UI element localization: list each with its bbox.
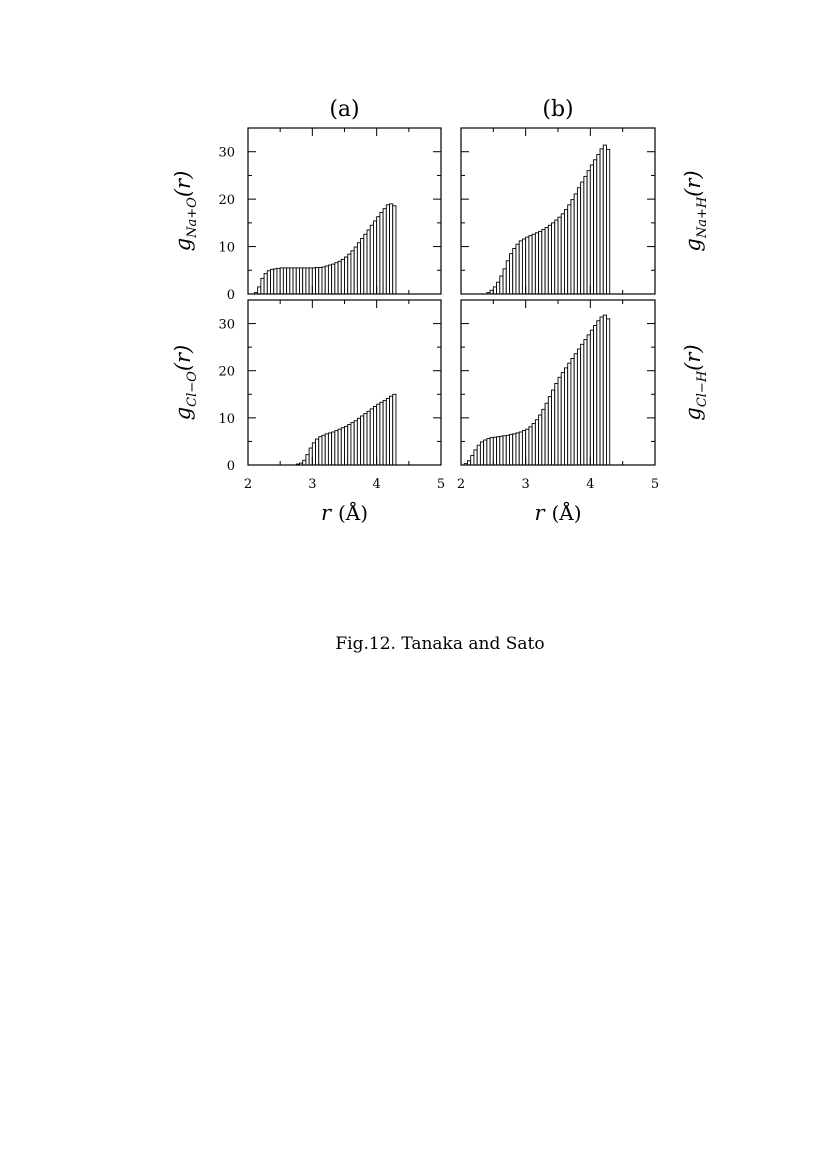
- histogram-bar: [393, 206, 396, 294]
- histogram-bar: [581, 344, 584, 465]
- y-axis-label-arg: (r): [681, 344, 705, 371]
- histogram-bar: [584, 176, 587, 294]
- histogram-bar: [577, 188, 580, 294]
- x-axis-label: [321, 500, 368, 525]
- histogram-bar: [574, 194, 577, 294]
- histogram-bar: [386, 399, 389, 465]
- histogram-bar: [319, 437, 322, 465]
- histogram-bar: [338, 429, 341, 465]
- y-tick-label: 20: [218, 364, 235, 380]
- histogram-bar: [316, 439, 319, 465]
- histogram-bar: [542, 230, 545, 295]
- histogram-bar: [535, 233, 538, 294]
- histogram-bar: [383, 400, 386, 465]
- histogram-bar: [532, 234, 535, 294]
- histogram-bar: [555, 220, 558, 294]
- histogram-bar: [545, 403, 548, 465]
- x-tick-label: 4: [586, 477, 595, 492]
- histogram-bar: [271, 269, 274, 294]
- histogram-bar: [503, 269, 506, 294]
- x-axis-label-var: r: [534, 501, 545, 525]
- histogram-bar: [322, 435, 325, 465]
- histogram-bar: [532, 424, 535, 465]
- y-tick-label: 20: [218, 193, 235, 209]
- histogram-bar: [370, 409, 373, 465]
- histogram-bar: [390, 204, 393, 294]
- histogram-bar: [351, 423, 354, 465]
- histogram-bar: [590, 330, 593, 465]
- histogram-bar: [325, 434, 328, 465]
- histogram-bar: [261, 278, 264, 294]
- y-tick-label: 0: [226, 459, 235, 474]
- histogram-bar: [467, 461, 470, 465]
- y-tick-label: 10: [218, 411, 235, 427]
- histogram-bar: [487, 439, 490, 465]
- histogram-bar: [510, 254, 513, 294]
- histogram-bar: [571, 358, 574, 465]
- histogram-bar: [361, 239, 364, 294]
- histogram-bar: [510, 434, 513, 465]
- histogram-bar: [370, 225, 373, 294]
- histogram-bar: [357, 418, 360, 465]
- histogram-bar: [332, 264, 335, 294]
- histogram-bar: [564, 368, 567, 465]
- histogram-bar: [325, 266, 328, 294]
- x-tick-label: 2: [243, 477, 253, 492]
- histogram-bar: [490, 438, 493, 465]
- histogram-bar: [545, 228, 548, 294]
- histogram-bar: [306, 268, 309, 294]
- histogram-bar: [500, 436, 503, 465]
- histogram-bar: [516, 244, 519, 294]
- histogram-bar: [264, 274, 267, 294]
- histogram-bar: [377, 217, 380, 294]
- histogram-bar: [393, 394, 396, 465]
- histogram-bar: [564, 210, 567, 294]
- histogram-bar: [319, 267, 322, 294]
- histogram-bar: [299, 268, 302, 294]
- y-axis-label-main: g: [681, 238, 705, 252]
- panel-3: [171, 300, 445, 525]
- y-axis-label: [171, 345, 200, 421]
- figure-caption: Fig.12. Tanaka and Sato: [335, 634, 545, 654]
- panel-label: (a): [329, 97, 360, 122]
- histogram-bar: [332, 432, 335, 465]
- histogram-bar: [322, 267, 325, 294]
- histogram-bar: [364, 414, 367, 465]
- x-tick-label: 3: [308, 477, 317, 492]
- histogram-bar: [335, 263, 338, 294]
- histogram-bar: [600, 317, 603, 465]
- y-axis-label-sub: Cl−H: [695, 370, 710, 408]
- histogram-bar: [519, 432, 522, 465]
- x-axis-label-var: r: [320, 501, 331, 525]
- histogram-bar: [535, 420, 538, 465]
- histogram-bar: [594, 325, 597, 465]
- x-tick-label: 2: [456, 477, 466, 492]
- y-axis-label-sub: Na+O: [185, 197, 200, 238]
- histogram-bar: [522, 239, 525, 294]
- histogram-bar: [581, 182, 584, 294]
- histogram-bar: [474, 450, 477, 465]
- histogram-bar: [335, 431, 338, 465]
- y-tick-label: 0: [226, 288, 235, 303]
- histogram-bar: [306, 455, 309, 465]
- histogram-bar: [506, 261, 509, 294]
- histogram-bar: [484, 440, 487, 465]
- histogram-bar: [597, 321, 600, 465]
- histogram-bar: [587, 171, 590, 294]
- histogram-bar: [383, 209, 386, 294]
- histogram-bar: [519, 241, 522, 294]
- y-axis-label: [171, 171, 200, 252]
- histogram-bar: [380, 402, 383, 465]
- histogram-bar: [577, 349, 580, 465]
- x-tick-label: 4: [372, 477, 381, 492]
- histogram-bar: [539, 231, 542, 294]
- histogram-bar: [303, 268, 306, 294]
- histogram-bar: [290, 268, 293, 294]
- histogram-bar: [367, 411, 370, 465]
- histogram-bar: [503, 436, 506, 465]
- histogram-bar: [584, 340, 587, 465]
- panel-label: (b): [542, 97, 574, 122]
- y-axis-label-sub: Cl−O: [185, 371, 200, 407]
- histogram-bar: [561, 214, 564, 294]
- histogram-bar: [354, 247, 357, 294]
- histogram-bar: [497, 437, 500, 465]
- histogram-bar: [283, 268, 286, 294]
- y-tick-label: 30: [218, 145, 235, 161]
- histogram-bar: [357, 243, 360, 294]
- histogram-bar: [607, 149, 610, 294]
- histogram-bar: [526, 237, 529, 294]
- histogram-bar: [328, 433, 331, 465]
- histogram-bar: [316, 267, 319, 294]
- histogram-bar: [597, 155, 600, 294]
- histogram-bar: [558, 377, 561, 465]
- histogram-bar: [607, 319, 610, 465]
- histogram-bar: [287, 268, 290, 294]
- histogram-bar: [341, 259, 344, 294]
- y-tick-label: 30: [218, 317, 235, 333]
- y-axis-label-arg: (r): [171, 170, 195, 198]
- histogram-bar: [552, 390, 555, 465]
- panel-1: [171, 97, 441, 303]
- histogram-bar: [500, 276, 503, 294]
- histogram-bar: [341, 428, 344, 465]
- histogram-bar: [497, 282, 500, 294]
- histogram-bar: [552, 223, 555, 294]
- histogram-bar: [548, 397, 551, 465]
- histogram-bar: [377, 404, 380, 465]
- x-tick-label: 5: [650, 477, 660, 492]
- histogram-bar: [587, 335, 590, 465]
- histogram-bar: [267, 271, 270, 294]
- histogram-bar: [338, 261, 341, 294]
- histogram-bar: [373, 221, 376, 294]
- histogram-bar: [516, 433, 519, 465]
- histogram-bar: [555, 383, 558, 465]
- histogram-bar: [561, 373, 564, 465]
- histogram-bar: [574, 354, 577, 465]
- histogram-bar: [513, 248, 516, 294]
- histogram-bar: [351, 251, 354, 294]
- histogram-bar: [571, 200, 574, 294]
- histogram-bar: [539, 415, 542, 465]
- histogram-bar: [506, 435, 509, 465]
- histogram-bar: [493, 437, 496, 465]
- y-axis-label: [681, 170, 710, 251]
- x-axis-label-unit: (Å): [337, 501, 369, 525]
- histogram-bar: [345, 426, 348, 465]
- y-axis-label-main: g: [681, 407, 705, 421]
- histogram-bar: [328, 265, 331, 294]
- histogram-bar: [529, 427, 532, 465]
- histogram-bar: [373, 407, 376, 465]
- histogram-bar: [603, 315, 606, 465]
- histogram-bar: [361, 416, 364, 465]
- histogram-bar: [568, 363, 571, 465]
- histogram-bar: [471, 456, 474, 465]
- y-axis-label-main: g: [171, 406, 195, 421]
- histogram-bar: [293, 268, 296, 294]
- x-axis-label-unit: (Å): [551, 501, 582, 525]
- histogram-bar: [303, 460, 306, 465]
- y-axis-label: [681, 344, 710, 420]
- histogram-bar: [548, 225, 551, 294]
- histogram-bar: [529, 236, 532, 294]
- histogram-bar: [600, 149, 603, 294]
- x-axis-label: [534, 500, 581, 525]
- panel-2: [461, 97, 710, 294]
- y-axis-label-arg: (r): [171, 344, 195, 372]
- histogram-bar: [542, 409, 545, 465]
- histogram-bar: [603, 145, 606, 294]
- histogram-bar: [390, 396, 393, 465]
- histogram-bar: [354, 421, 357, 465]
- histogram-bar: [386, 205, 389, 294]
- histogram-bar: [258, 287, 261, 294]
- histogram-bar: [513, 434, 516, 465]
- histogram-bar: [568, 205, 571, 294]
- y-axis-label-arg: (r): [681, 170, 705, 197]
- x-tick-label: 5: [436, 477, 446, 492]
- y-axis-label-main: g: [171, 237, 195, 252]
- histogram-bar: [345, 257, 348, 294]
- histogram-bar: [296, 268, 299, 294]
- histogram-bar: [364, 234, 367, 294]
- y-axis-label-sub: Na+H: [695, 196, 710, 239]
- histogram-bar: [480, 442, 483, 465]
- histogram-bar: [348, 424, 351, 465]
- x-tick-label: 3: [521, 477, 530, 492]
- histogram-bar: [594, 160, 597, 294]
- histogram-bar: [590, 165, 593, 294]
- y-tick-label: 10: [218, 240, 235, 256]
- panel-4: [457, 300, 710, 525]
- histogram-bar: [367, 230, 370, 294]
- histogram-bar: [380, 212, 383, 294]
- histogram-bar: [558, 217, 561, 294]
- histogram-bar: [477, 445, 480, 465]
- histogram-bar: [274, 269, 277, 294]
- histogram-bar: [348, 254, 351, 294]
